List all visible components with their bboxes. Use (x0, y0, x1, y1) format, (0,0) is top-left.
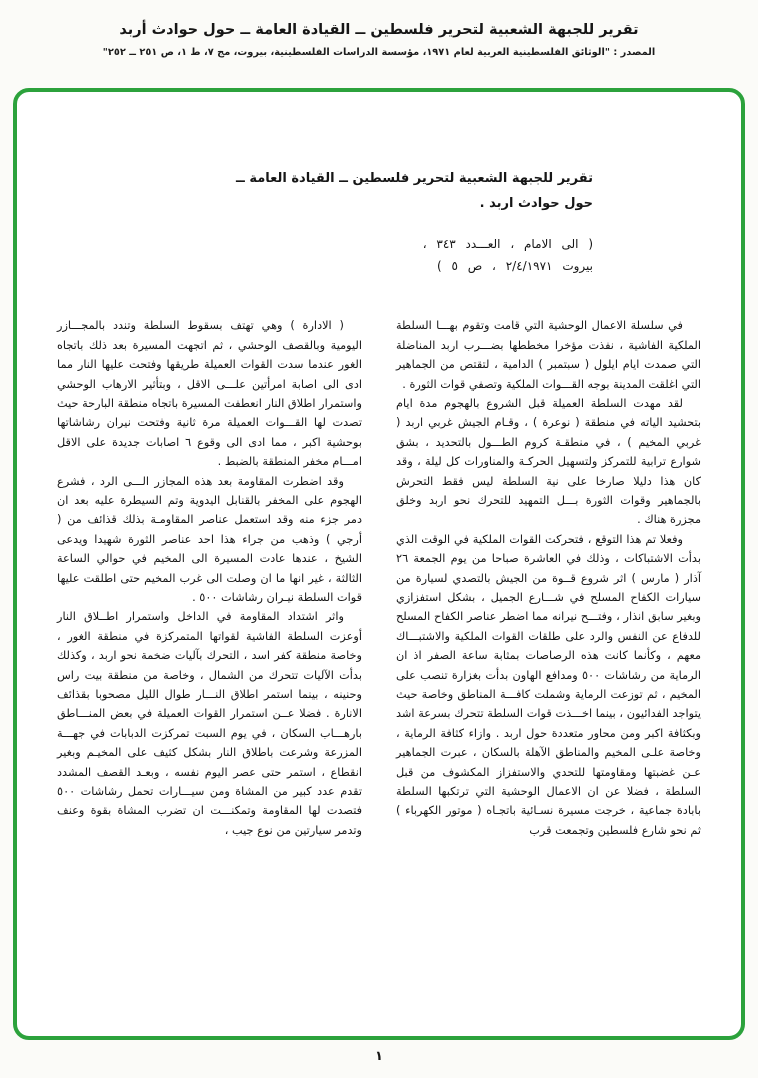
text-column-right (396, 316, 701, 840)
document-title (157, 166, 593, 217)
text-columns (57, 316, 701, 840)
paragraph: واثر اشتداد المقاومة في الداخل واستمرار اطــلاق النار أوعزت السلطة الفاشية لقواتها المتمركزة في منطقة الغور ، وخاصة منطقة كفر اسد ، التحرك بآليات ضخمة نحو اربد ، وكذلك بدأت الآليات تتحرك من الشمال ، وخاصة من منطقة بيت راس وحنينه ، بينما استمر اطلاق النـــار طوال الليل مصحوبا بقذائف الانارة . فضلا عــن استمرار القوات العميلة في بعض المنـــاطق بارهـــاب السكان ، في يوم السبت تمركزت الدبابات في جهـــة المزرعة وشرعت باطلاق النار بشكل كثيف على المخيـم وبغير انقطاع ، استمر حتى عصر اليوم نفسه ، وبعـد القصف المشدد تقدم عدد كبير من المشاة ومن سيـــارات تحمل رشاشات ٥٠٠ فتصدت لها المقاومة وتمكنـــت ان تضرب المشاة بقوة وعنف وتدمر سيارتين من نوع جيب ، (57, 610, 362, 837)
citation-line-1: ( الى الامام ، العـــدد ٣٤٣ ، (422, 236, 593, 251)
source-citation: المصدر : "الوثائق الفلسطينية العربية لعام ١٩٧١، مؤسسة الدراسات الفلسطينية، بيروت، مج ٧، ط ١، ص ٢٥١ ــ ٢٥٢" (102, 47, 656, 58)
document-scan-content (17, 92, 741, 1036)
paragraph: لقد مهدت السلطة العميلة قبل الشروع بالهجوم مدة ايام بتحشيد الياته في منطقة ( نوعرة ) ، وقـام الجيش غربي اربد ( غربي المخيم ) ، في منطقـة كروم الطـــول بالتحديد ، بشق شوارع ترابية للتمركز ولتسهيل الحركـة والمناورات كل ليلة ، وقد كان هذا دليلا صارخا على نية السلطة ليس فقط التحرش بالجماهير وقوات الثورة بـــل التمهيد للتحرك نحو اربد وخلق مجزرة هناك . (396, 396, 701, 527)
text-column-left (57, 316, 362, 840)
citation-line-2: بيروت ٢/٤/١٩٧١ ، ص ٥ ) (436, 259, 593, 274)
document-title-line-1: تقرير للجبهة الشعبية لتحرير فلسطين ــ القيادة العامة ــ (235, 171, 593, 186)
paragraph: وقد اضطرت المقاومة بعد هذه المجازر الـــى الرد ، فشرع الهجوم على المخفر بالقنابل اليدوية وتم السيطرة عليه بعد ان دمر جزء منه وقد استعمل عناصر المقاومـة بذلك قذائف من ( أرجي ) وذهب من جراء هذا احد عناصر الثورة شهيدا ويدعى الشيخ ، عندها عادت المسيرة الى المخيم في حوالي الساعة الثالثة ، غير انها ما ان وصلت الى غرب المخيم حتى اطلقت عليها قوات السلطة نيـران رشاشات ٥٠٠ . (57, 474, 362, 604)
page-number: ١ (375, 1049, 383, 1064)
page-header (0, 0, 758, 58)
document-citation (57, 233, 593, 279)
page-title: تقرير للجبهة الشعبية لتحرير فلسطين ــ القيادة العامة ــ حول حوادث أربد (119, 22, 639, 38)
document-scan-frame (13, 88, 745, 1040)
paragraph: في سلسلة الاعمال الوحشية التي قامت وتقوم بهـــا السلطة الملكية الفاشية ، نفذت مؤخرا مخططها بضـــرب اربد المناضلة التي صمدت ايام ايلول ( سبتمبر ) الدامية ، لتقتص من الجماهير التي اغلقت المدينة بوجه القـــوات الملكية وتصفي قوات الثورة . (396, 319, 701, 391)
paragraph: وفعلا تم هذا التوقع ، فتحركت القوات الملكية في الوقت الذي بدأت الاشتباكات ، وذلك في العاشرة صباحا من يوم الجمعة ٢٦ آذار ( مارس ) اثر شروع قــوة من الجيش بالتصدي لسيارة من سيارات الكفاح المسلح في شـــارع الجميل ، بشكل استفزازي وبغير سابق انذار ، وفتـــح نيرانه مما اضطر عناصر الكفاح المسلح للدفاع عن النفس والرد على طلقات القوات الملكية والاشتبـــاك معهم ، وكأنما كانت هذه الرصاصات بمثابة ساعة الصفر اذ ان الرماية من رشاشات ٥٠٠ ومدافع الهاون بدأت بغزارة تنصب على المخيم ، ثم توزعت الرماية وشملت كافـــة المناطق وخاصة حيث يتواجد الفدائيون ، بينما اخـــذت قوات السلطة تتحرك بسرعة اشد وبكثافة اكبر ومن محاور متعددة حول اربد . وازاء كثافة الرماية ، وخاصة علـى المخيم والمناطق الآهلة بالسكان ، عبرت الجماهير عـن غضبتها ومقاومتها للتحدي والاستفزاز المكشوف من قبل السلطة ، فضلا عن ان الاعمال الوحشية التي ترتكبها السلطة بابادة جماعية ، خرجت مسيرة نسـائية باتجـاه ( موتور الكهرباء ) ثم نحو شارع فلسطين وتجمعت قرب (396, 532, 701, 837)
paragraph: ( الادارة ) وهي تهتف بسقوط السلطة وتندد بالمجـــازر اليومية وبالقصف الوحشي ، ثم اتجهت المسيرة بعد ذلك باتجاه الغور عندما سدت القوات العميلة طريقها وفتحت عليها النار مما ادى الى اصابة امرأتين علـــى الاقل ، وبتأثير الارهاب الوحشي واستمرار اطلاق النار انعطفت المسيرة باتجاه منطقة البارحة حيث تصدت لها القـــوات العميلة مرة ثانية وفتحت نيران رشاشاتها بوحشية اكبر ، مما ادى الى وقوع ٦ اصابات جديدة على الاقل امـــام مخفر المنطقة بالضبط . (57, 319, 362, 469)
document-title-line-2: حول حوادث اربد . (479, 196, 593, 212)
